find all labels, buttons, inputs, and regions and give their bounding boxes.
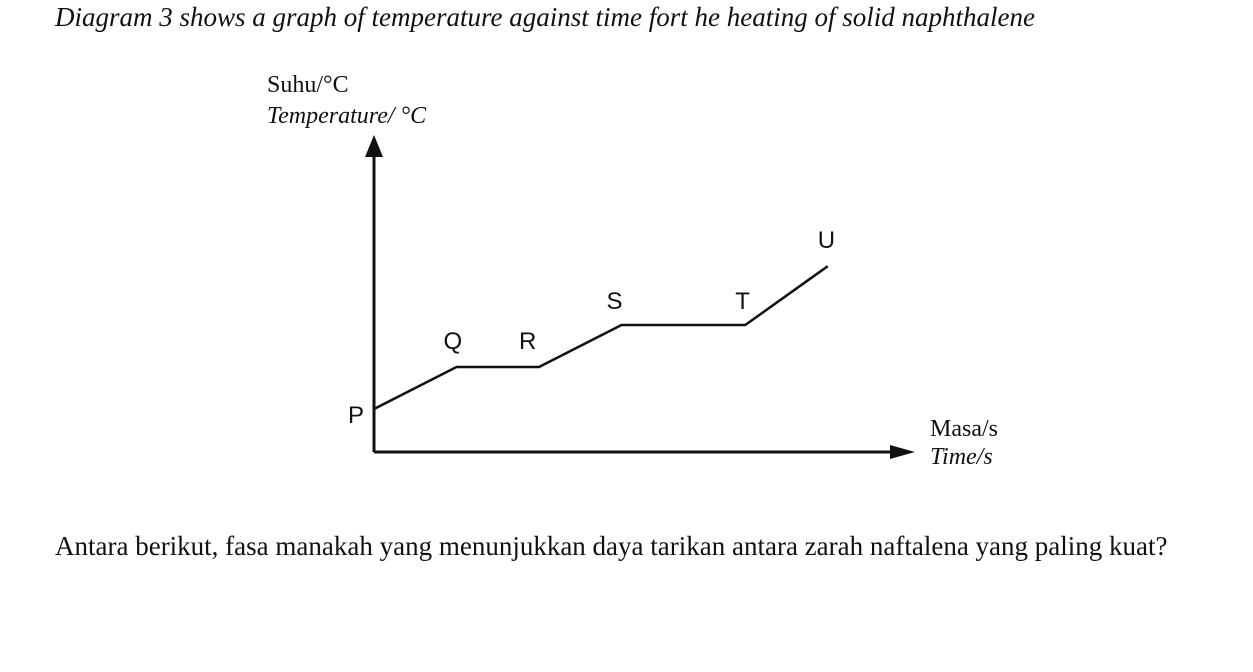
x-axis-label-malay: Masa/s — [930, 416, 998, 442]
point-labels — [348, 227, 835, 429]
y-axis-label-english: Temperature/ °C — [267, 103, 427, 129]
x-axis-arrowhead — [890, 445, 915, 459]
point-label-t: T — [735, 288, 750, 315]
x-axis-label-english: Time/s — [930, 444, 993, 470]
point-label-p: P — [348, 402, 365, 429]
point-label-q: Q — [443, 328, 463, 355]
y-axis-label-malay: Suhu/°C — [267, 72, 349, 98]
point-label-u: U — [817, 227, 836, 255]
heating-curve — [374, 266, 828, 409]
point-label-s: S — [606, 288, 623, 315]
y-axis-arrowhead — [365, 135, 383, 157]
point-label-r: R — [519, 328, 537, 355]
question-text: Antara berikut, fasa manakah yang menunjukkan daya tarikan antara zarah naftalena yang paling kuat? — [55, 531, 1168, 561]
diagram-caption: Diagram 3 shows a graph of temperature against time fort he heating of solid naphthalene — [55, 2, 1035, 32]
